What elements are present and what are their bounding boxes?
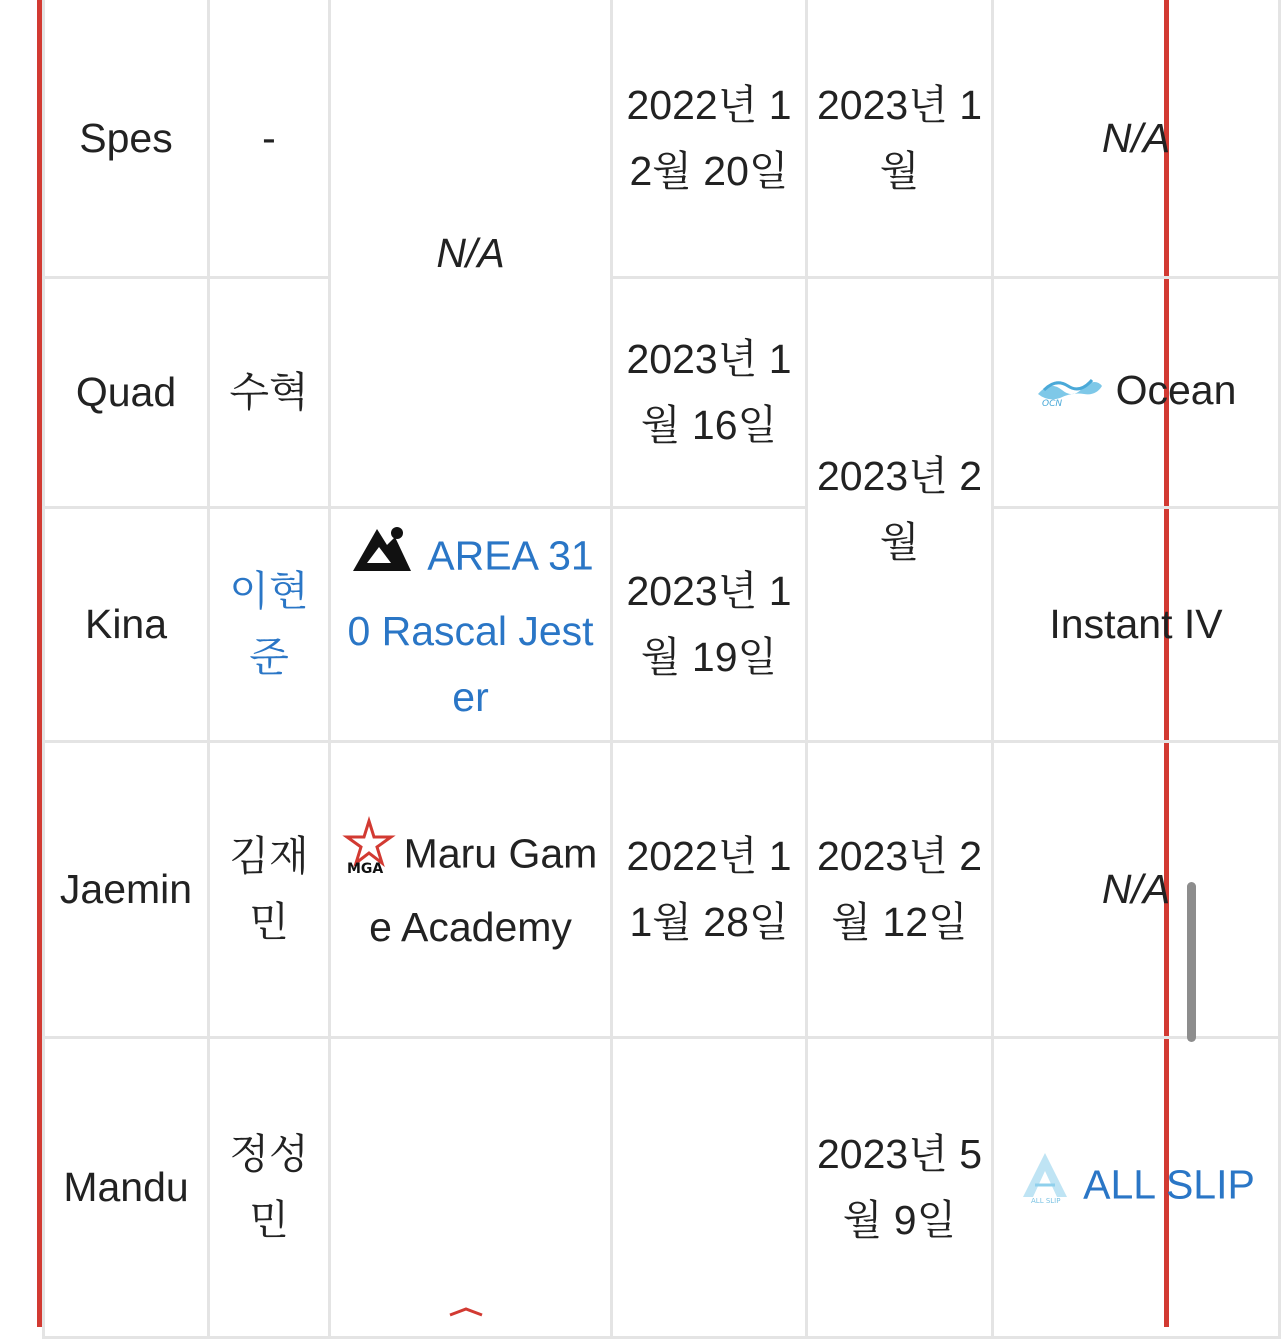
- leave-date: 2023년 2월: [807, 277, 993, 741]
- next-team: [993, 277, 1280, 507]
- join-date: 2023년 1월 16일: [612, 277, 807, 507]
- join-date: 2023년 1월 19일: [612, 507, 807, 741]
- leave-date: 2023년 5월 9일: [807, 1037, 993, 1337]
- mga-logo-icon: [344, 819, 394, 894]
- previous-team: [330, 1037, 612, 1337]
- svg-text:OCN: OCN: [1041, 398, 1062, 409]
- allslip-logo-icon: [1017, 1151, 1073, 1224]
- svg-text:ALL SLIP: ALL SLIP: [1031, 1196, 1061, 1205]
- next-team: N/A: [993, 0, 1280, 277]
- player-name: 김재민: [209, 741, 330, 1037]
- player-name: -: [209, 0, 330, 277]
- previous-team: [330, 741, 612, 1037]
- table-row: [44, 741, 1280, 1037]
- player-id: Quad: [44, 277, 209, 507]
- ocean-logo-icon: [1036, 361, 1106, 427]
- table-row: [44, 0, 1280, 277]
- table-row: [44, 507, 1280, 741]
- player-id: Kina: [44, 507, 209, 741]
- player-name: 정성민: [209, 1037, 330, 1337]
- join-date: 2022년 11월 28일: [612, 741, 807, 1037]
- next-team-link[interactable]: ALL SLIP: [1083, 1160, 1255, 1207]
- mga-logo-icon: [446, 1270, 486, 1336]
- player-name-link[interactable]: 이현준: [209, 507, 330, 741]
- previous-team: N/A: [330, 0, 612, 507]
- player-id: Jaemin: [44, 741, 209, 1037]
- table-row: [44, 1037, 1280, 1337]
- area310-logo-icon: [347, 519, 417, 598]
- player-id: Mandu: [44, 1037, 209, 1337]
- next-team: [993, 1037, 1280, 1337]
- player-id: Spes: [44, 0, 209, 277]
- previous-team: [330, 507, 612, 741]
- next-team: Instant IV: [993, 507, 1280, 741]
- roster-table: [42, 0, 1281, 1339]
- previous-team-name: Maru Game Academy: [369, 829, 598, 950]
- svg-text:MGA: MGA: [346, 860, 383, 877]
- table-row: [44, 277, 1280, 507]
- join-date: [612, 1037, 807, 1337]
- previous-team-link[interactable]: AREA 310 Rascal Jester: [347, 531, 594, 720]
- next-team-name: Ocean: [1115, 367, 1237, 414]
- leave-date: 2023년 1월: [807, 0, 993, 277]
- join-date: 2022년 12월 20일: [612, 0, 807, 277]
- next-team: N/A: [993, 741, 1280, 1037]
- scrollbar-thumb[interactable]: [1187, 882, 1196, 1042]
- leave-date: 2023년 2월 12일: [807, 741, 993, 1037]
- player-name: 수혁: [209, 277, 330, 507]
